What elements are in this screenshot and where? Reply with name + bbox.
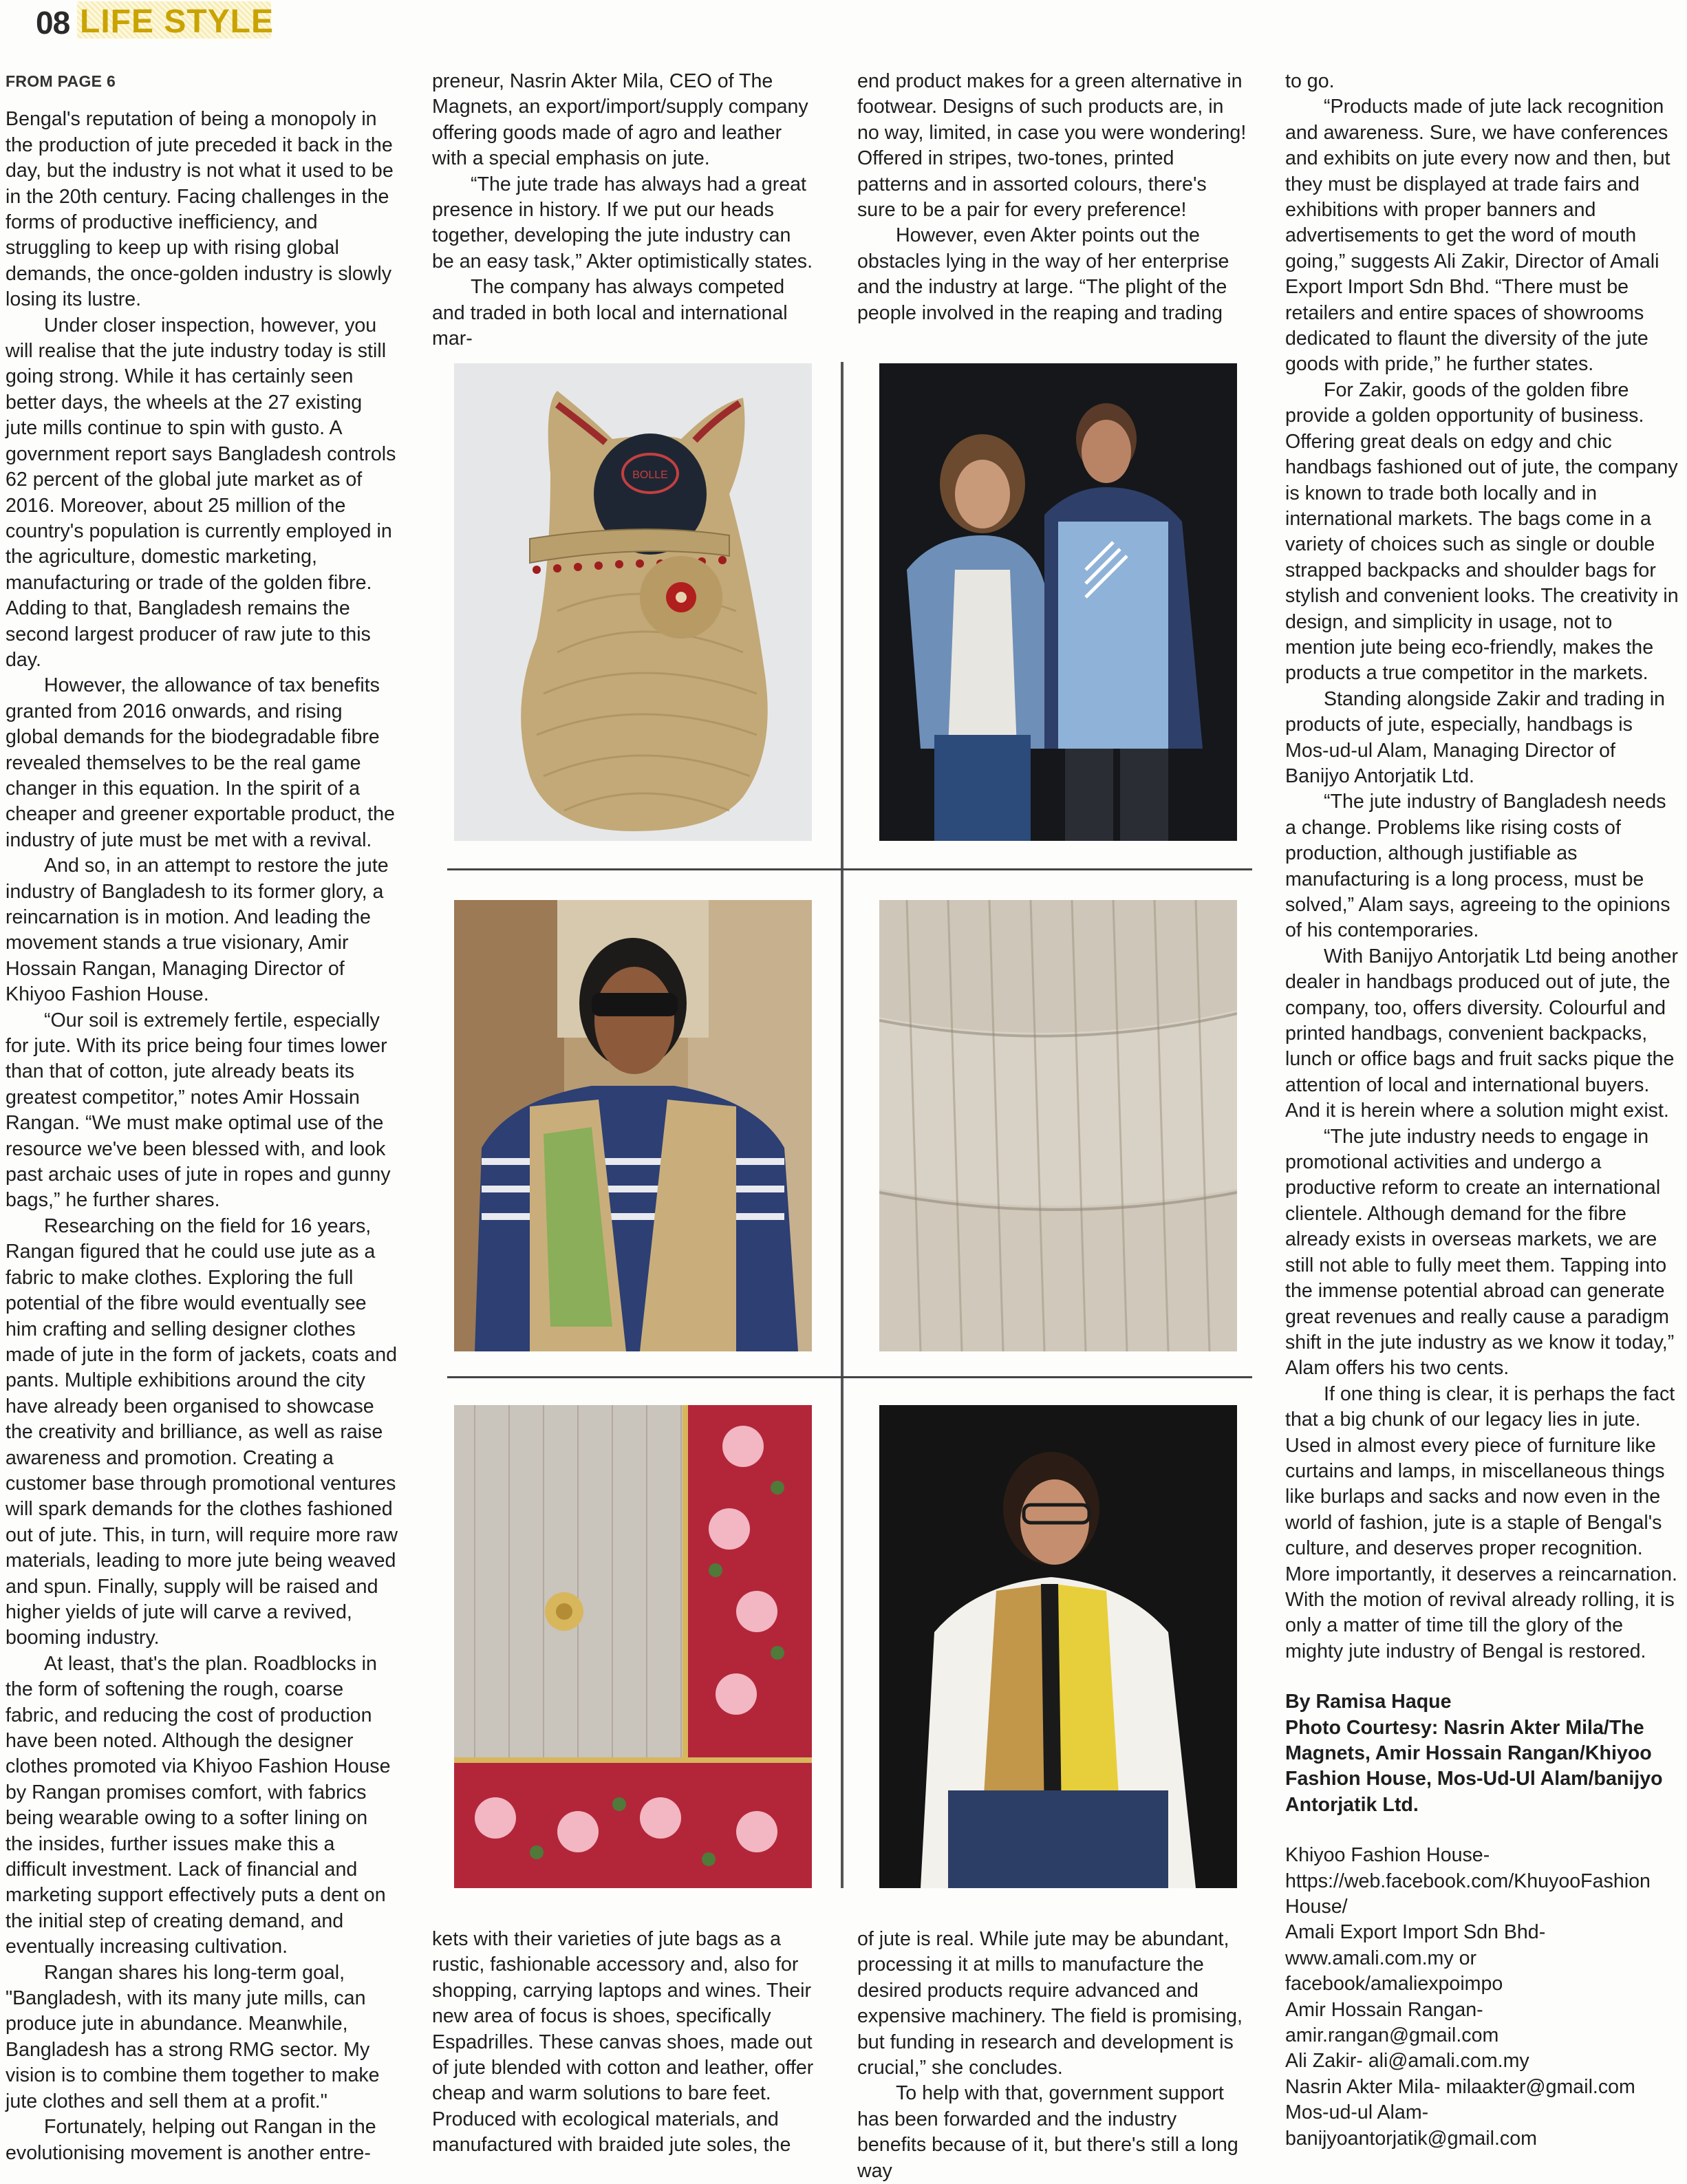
jute-fabric-rolls-photo [879,900,1237,1351]
jute-fabric-embroidered-border-photo [454,1405,812,1888]
paragraph: kets with their varieties of jute bags as a rustic, fashionable accessory and, also for shopping, carrying laptops and wines. Their new area of focus is shoes, specifically Espadrilles. These canvas shoes, made out of jute blended with cotton and leather, offer cheap and warm solutions to bare feet. Produced with ecological materials, and manufactured with braided jute soles, the [432,1928,814,2156]
jute-espadrille-photo [454,363,812,841]
contact-line: Nasrin Akter Mila- milaakter@gmail.com [1285,2075,1635,2098]
jute-couple-fashion-photo [879,363,1237,841]
article-column-3 [857,69,1249,326]
jute-vest-woman-photo [879,1405,1237,1888]
paragraph: preneur, Nasrin Akter Mila, CEO of The Magnets, an export/import/supply company offering goods made of agro and leather with a special emphasis on jute. [432,70,808,170]
contact-line: Amir Hossain Rangan- [1285,1998,1483,2021]
paragraph: However, the allowance of tax benefits granted from 2016 onwards, and rising global demands for the biodegradable fibre revealed themselves to be the real game changer in this equation. In the spirit of a cheaper and greener exportable product, the industry of jute must be met with a revival. [6,674,395,851]
paragraph: “The jute industry needs to engage in promotional activities and undergo a productive reform to create an international clientele. Although demand for the fibre already exists in overseas markets, we are still not able to fully meet them. Tapping into the immense potential abroad can generate great revenues and really cause a paradigm shift in the jute industry as we know it today,” Alam offers his two cents. [1285,1125,1675,1380]
contact-line: banijyoantorjatik@gmail.com [1285,2127,1537,2150]
contact-line: https://web.facebook.com/KhuyooFashion [1285,1870,1651,1892]
paragraph: If one thing is clear, it is perhaps the fact that a big chunk of our legacy lies in jute. Used in almost every piece of furniture like curtains and lamps, in miscellaneous things like burlaps and sacks and now even in the world of fashion, jute is a staple of Bengal's culture, and deserves proper recognition. More importantly, it deserves a reincarnation. With the motion of revival already rolling, it is only a matter of time till the glory of the mighty jute industry of Bengal is restored. [1285,1382,1678,1662]
section-title: LIFE STYLE [80,3,275,40]
paragraph: “The jute industry of Bangladesh needs a change. Problems like rising costs of production, although justifiable as manufacturing is a long process, must be solved,” Alam says, agreeing to the opinions of his contemporaries. [1285,791,1670,942]
paragraph: Under closer inspection, however, you will realise that the jute industry today is still going strong. While it has certainly seen better days, the wheels at the 27 existing jute mills continue to spin with gusto. A government report says Bangladesh controls 62 percent of the global jute market as of 2016. Moreover, about 25 million of the country's population is currently employed in the agriculture, domestic marketing, manufacturing or trade of the golden fibre. Adding to that, Bangladesh remains the second largest producer of raw jute to this day. [6,314,396,671]
continued-label: FROM PAGE 6 [6,72,116,90]
article-column-4 [1285,69,1681,2152]
byline: By Ramisa Haque [1285,1691,1452,1713]
paragraph: “The jute trade has always had a great presence in history. If we put our heads together, developing the jute industry can be an easy task,” Akter optimistically states. [432,173,813,272]
paragraph: However, even Akter points out the obstacles lying in the way of her enterprise and the industry at large. “The plight of the people involved in the reaping and trading [857,224,1229,324]
article-column-2-continued [432,1927,817,2159]
photo-grid-divider-2 [447,1376,1252,1378]
paragraph: “Products made of jute lack recognition and awareness. Sure, we have conferences and exhibits on jute every now and then, but they must be displayed at trade fairs and exhibitions with proper banners and advertisements to get the word of mouth going,” suggests Ali Zakir, Director of Amali Export Import Sdn Bhd. “There must be retailers and entire spaces of showrooms dedicated to flaunt the diversity of the jute goods with pride,” he further states. [1285,96,1670,376]
brand-logo: BOLLE [632,469,668,481]
contact-line: facebook/amaliexpoimpo [1285,1973,1503,1995]
contact-line: Mos-ud-ul Alam- [1285,2101,1429,2124]
photo-grid-vertical-divider [841,362,844,1888]
article-column-2 [432,69,817,352]
photo-courtesy: Photo Courtesy: Nasrin Akter Mila/The Magnets, Amir Hossain Rangan/Khiyoo Fashion House, Mos-Ud-Ul Alam/banijyo Antorjatik Ltd. [1285,1716,1663,1816]
paragraph: of jute is real. While jute may be abundant, processing it at mills to manufacture the desired products require advanced and expensive machinery. The field is promising, but funding in research and development is crucial,” she concludes. [857,1928,1243,2079]
contact-line: House/ [1285,1896,1348,1918]
paragraph: Bengal's reputation of being a monopoly in the production of jute preceded it back in the day, but the industry is not what it used to be in the 20th century. Facing challenges in the forms of productive inefficiency, and struggling to keep up with rising global demands, the once-golden industry is slowly losing its lustre. [6,108,394,311]
paragraph: With Banijyo Antorjatik Ltd being another dealer in handbags produced out of jute, the company, too, offers diversity. Colourful and printed handbags, convenient backpacks, lunch or office bags and fruit sacks pique the attention of local and international buyers. And it is herein where a solution might exist. [1285,945,1678,1122]
paragraph: The company has always competed and traded in both local and international mar- [432,276,788,350]
contact-line: Ali Zakir- ali@amali.com.my [1285,2050,1529,2073]
paragraph: Rangan shares his long-term goal, "Bangladesh, with its many jute mills, can produce jute in abundance. Meanwhile, Bangladesh has a strong RMG sector. My vision is to combine them together to make jute clothes and sell them at a profit." [6,1961,380,2112]
paragraph: to go. [1285,70,1335,92]
paragraph: Researching on the field for 16 years, Rangan figured that he could use jute as a fabric to make clothes. Exploring the full potential of the fibre would eventually see him crafting and selling designer clothes made of jute in the form of jackets, coats and pants. Multiple exhibitions around the city have already been organised to showcase the creativity and brilliance, as well as raise awareness and promotion. Creating a customer base through promotional ventures will spark demands for the clothes fashioned out of jute. This, in turn, will require more raw materials, leading to more jute being weaved and spun. Finally, supply will be raised and higher yields of jute will carve a revived, booming industry. [6,1214,398,1649]
contact-line: amir.rangan@gmail.com [1285,2024,1499,2047]
article-column-3-continued [857,1927,1249,2184]
paragraph: And so, in an attempt to restore the jute industry of Bangladesh to its former glory, a reincarnation is in motion. And leading the movement stands a true visionary, Amir Hossain Rangan, Managing Director of Khiyoo Fashion House. [6,855,389,1006]
paragraph: Fortunately, helping out Rangan in the evolutionising movement is another entre- [6,2116,376,2164]
paragraph: Standing alongside Zakir and trading in products of jute, especially, handbags is Mos-ud-ul Alam, Managing Director of Banijyo Antorjatik Ltd. [1285,687,1665,787]
page-header [0,0,1687,41]
contact-line: www.amali.com.my or [1285,1947,1477,1969]
paragraph: For Zakir, goods of the golden fibre provide a golden opportunity of business. Offering great deals on edgy and chic handbags fashioned out of jute, the company is known to trade both locally and in international markets. The bags come in a variety of choices such as single or double strapped backpacks and shoulder bags for stylish and convenient looks. The creativity in design, and simplicity in usage, not to mention jute being eco-friendly, makes the products a true competitor in the markets. [1285,378,1679,685]
article-column-1 [6,69,399,2166]
paragraph: At least, that's the plan. Roadblocks in the form of softening the rough, coarse fabric, and reducing the cost of production have been noted. Although the designer clothes promoted via Khiyoo Fashion House by Rangan promises comfort, with fabrics being wearable owing to a softer lining on the insides, further issues make this a difficult investment. Lack of financial and marketing support effectively puts a dent on the initial step of creating demand, and eventually increasing cultivation. [6,1652,391,1958]
contact-line: Khiyoo Fashion House- [1285,1844,1490,1867]
jute-vest-man-photo [454,900,812,1351]
photo-grid-divider-1 [447,868,1252,870]
contact-list [1285,1843,1681,2152]
paragraph: “Our soil is extremely fertile, especially for jute. With its price being four times lower than that of cotton, jute already beats its greatest competitor,” notes Amir Hossain Rangan. “We must make optimal use of the resource we've been blessed with, and look past archaic uses of jute in ropes and gunny bags,” he further shares. [6,1009,391,1212]
page-number: 08 [36,5,70,41]
contact-line: Amali Export Import Sdn Bhd- [1285,1921,1546,1944]
paragraph: end product makes for a green alternative in footwear. Designs of such products are, in no way, limited, in case you were wondering! Offered in stripes, two-tones, printed patterns and in assorted colours, there's sure to be a pair for every preference! [857,70,1247,222]
paragraph: To help with that, government support has been forwarded and the industry benefits because of it, but there's still a long way [857,2082,1238,2182]
